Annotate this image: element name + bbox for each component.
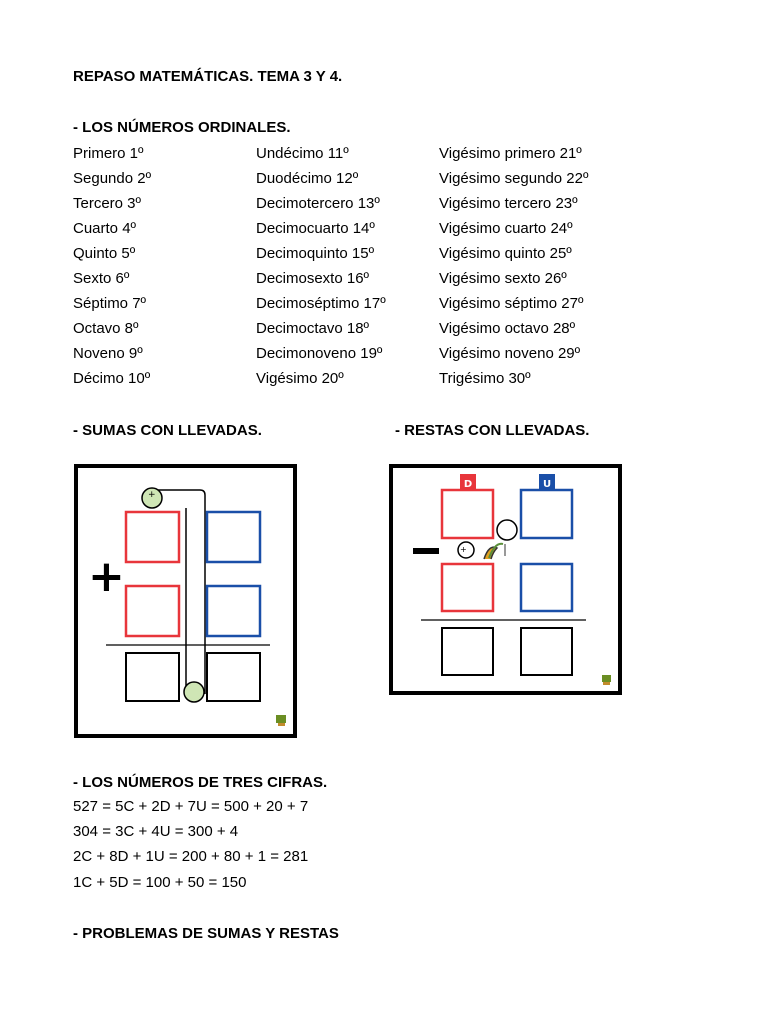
tres-cifras-heading: - LOS NÚMEROS DE TRES CIFRAS. (73, 774, 328, 791)
ordinal-item: Trigésimo 30º (439, 370, 531, 387)
ordinal-item: Vigésimo primero 21º (439, 145, 582, 162)
problemas-heading: - PROBLEMAS DE SUMAS Y RESTAS (73, 925, 339, 942)
equation-line: 304 = 3C + 4U = 300 + 4 (73, 823, 239, 840)
carry-sign: + (148, 490, 156, 500)
ordinal-item: Decimoctavo 18º (256, 320, 370, 337)
restas-diagram (389, 464, 623, 696)
units-tag-label: U (542, 479, 552, 490)
ordinal-item: Vigésimo séptimo 27º (439, 295, 584, 312)
ordinal-item: Vigésimo 20º (256, 370, 344, 387)
ordinal-item: Segundo 2º (73, 170, 152, 187)
ordinal-item: Décimo 10º (73, 370, 151, 387)
minus-operator (413, 548, 439, 554)
borrow-sign: + (460, 545, 467, 554)
carry-circle (184, 682, 204, 702)
ordinal-item: Vigésimo cuarto 24º (439, 220, 573, 237)
ordinal-item: Séptimo 7º (73, 295, 147, 312)
ordinal-item: Decimoquinto 15º (256, 245, 375, 262)
ordinal-item: Decimocuarto 14º (256, 220, 375, 237)
plus-operator: + (88, 551, 125, 602)
equation-line: 2C + 8D + 1U = 200 + 80 + 1 = 281 (73, 848, 309, 865)
ordinal-item: Decimotercero 13º (256, 195, 380, 212)
ordinal-item: Vigésimo octavo 28º (439, 320, 576, 337)
ordinales-heading: - LOS NÚMEROS ORDINALES. (73, 119, 291, 136)
equation-line: 1C + 5D = 100 + 50 = 150 (73, 874, 247, 891)
sumas-diagram (74, 464, 298, 739)
ordinal-item: Decimoséptimo 17º (256, 295, 386, 312)
ordinal-item: Quinto 5º (73, 245, 136, 262)
restas-heading: - RESTAS CON LLEVADAS. (395, 422, 590, 439)
page-title: REPASO MATEMÁTICAS. TEMA 3 Y 4. (73, 68, 343, 85)
ordinal-item: Vigésimo quinto 25º (439, 245, 572, 262)
equation-line: 527 = 5C + 2D + 7U = 500 + 20 + 7 (73, 798, 309, 815)
ordinal-item: Decimonoveno 19º (256, 345, 383, 362)
minus-operator-label: − (389, 464, 390, 465)
borrow-circle (497, 520, 517, 540)
ordinal-item: Vigésimo noveno 29º (439, 345, 581, 362)
ordinal-item: Vigésimo sexto 26º (439, 270, 567, 287)
sumas-heading: - SUMAS CON LLEVADAS. (73, 422, 262, 439)
ordinal-item: Sexto 6º (73, 270, 130, 287)
ordinal-item: Noveno 9º (73, 345, 143, 362)
ordinal-item: Primero 1º (73, 145, 144, 162)
diagram-frame (391, 466, 620, 693)
ordinal-item: Vigésimo segundo 22º (439, 170, 589, 187)
ordinal-item: Tercero 3º (73, 195, 142, 212)
tens-tag-label: D (463, 479, 473, 490)
ordinal-item: Undécimo 11º (256, 145, 349, 162)
ordinal-item: Duodécimo 12º (256, 170, 359, 187)
ordinal-item: Cuarto 4º (73, 220, 137, 237)
logo-icon (602, 675, 611, 685)
ordinal-item: Octavo 8º (73, 320, 139, 337)
ordinal-item: Decimosexto 16º (256, 270, 370, 287)
ordinal-item: Vigésimo tercero 23º (439, 195, 578, 212)
